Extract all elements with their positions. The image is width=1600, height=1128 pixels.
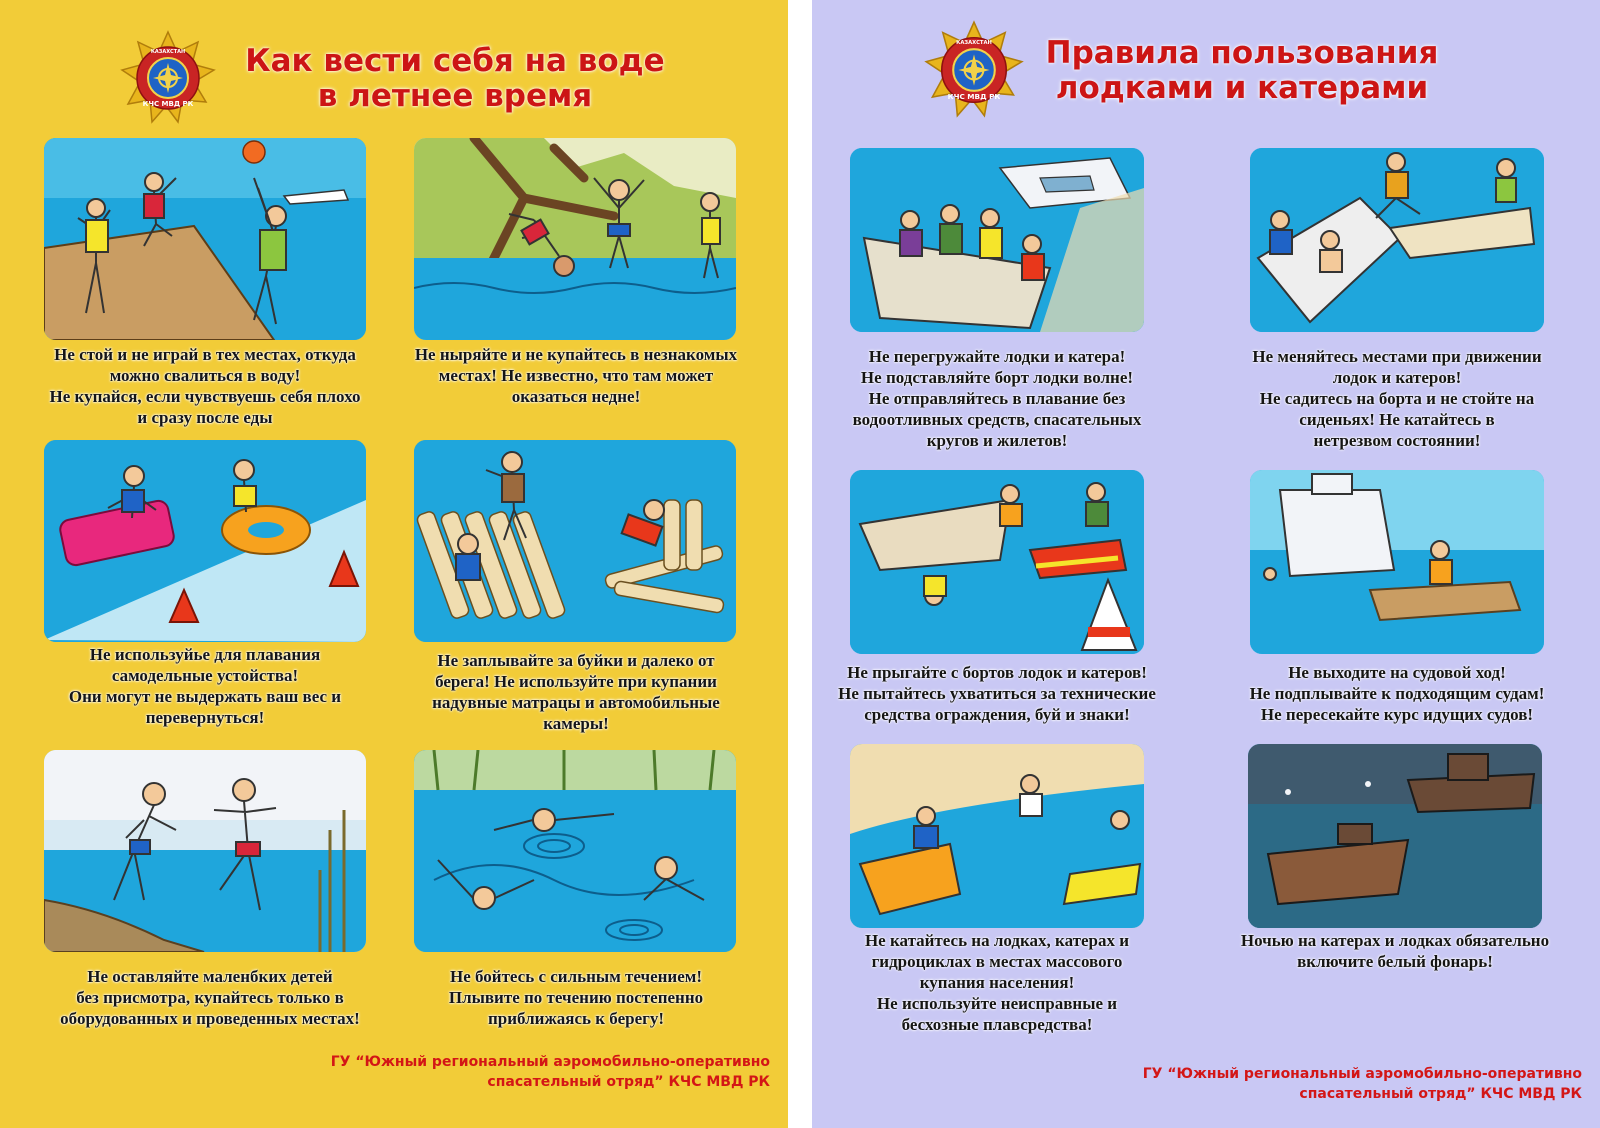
safety-rule-caption: Не выходите на судовой ход! Не подплывайте к подходящим судам! Не пересекайте курс идущих судов! bbox=[1249, 663, 1545, 724]
title-line: лодками и катерами bbox=[1055, 70, 1429, 106]
illustration-homemade-raft bbox=[414, 440, 736, 642]
illustration-shipping-lane bbox=[1250, 470, 1544, 654]
footer-organization: ГУ “Южный региональный аэромобильно-оперативно спасательный отряд” КЧС МВД РК bbox=[1142, 1066, 1582, 1102]
safety-rule-caption: Не прыгайте с бортов лодок и катеров! Не пытайтесь ухватиться за технические средства ограждения, буй и знаки! bbox=[838, 663, 1156, 724]
safety-rule-caption: Не используйье для плавания самодельные устойства! Они могут не выдержать ваш вес и перевернуться! bbox=[68, 645, 342, 727]
page-title bbox=[220, 44, 690, 114]
svg-text:КЧС МВД РК: КЧС МВД РК bbox=[142, 100, 194, 108]
right-poster-panel bbox=[812, 0, 1600, 1128]
illustration-pier-ball-game bbox=[44, 138, 366, 340]
safety-rule-caption: Не стой и не играй в тех местах, откуда можно свалиться в воду! Не купайся, если чувствуешь себя плохо и сразу после еды bbox=[49, 345, 361, 427]
illustration-jumping-from-boat bbox=[850, 470, 1144, 654]
safety-rule-caption: Ночью на катерах и лодках обязательно включите белый фонарь! bbox=[1240, 931, 1550, 971]
svg-text:КАЗАХСТАН: КАЗАХСТАН bbox=[956, 40, 992, 46]
illustration-changing-seats bbox=[1250, 148, 1544, 332]
page-title bbox=[1030, 36, 1454, 106]
illustration-strong-current bbox=[414, 750, 736, 952]
footer-organization: ГУ “Южный региональный аэромобильно-оперативно спасательный отряд” КЧС МВД РК bbox=[330, 1054, 770, 1090]
title-line: в летнее время bbox=[317, 78, 593, 114]
safety-rule-caption: Не заплывайте за буйки и далеко от берега! Не используйте при купании надувные матрацы и автомобильные камеры! bbox=[432, 651, 720, 733]
illustration-night-boats bbox=[1248, 744, 1542, 928]
svg-text:КАЗАХСТАН: КАЗАХСТАН bbox=[150, 49, 186, 55]
emblem-icon bbox=[922, 20, 1026, 120]
illustration-diving-unknown-place bbox=[414, 138, 736, 340]
safety-rule-caption: Не оставляйте маленбких детей без присмотра, купайтесь только в оборудованных и проведенных местах! bbox=[60, 967, 360, 1028]
illustration-jetski-near-swimmers bbox=[850, 744, 1144, 928]
safety-rule-caption: Не ныряйте и не купайтесь в незнакомых местах! Не известно, что там может оказаться недне! bbox=[414, 345, 738, 406]
svg-text:КЧС МВД РК: КЧС МВД РК bbox=[947, 92, 1001, 102]
safety-rule-caption: Не перегружайте лодки и катера! Не подставляйте борт лодки волне! Не отправляйтесь в плавание без водоотливных средств, спасательных кругов и жилетов! bbox=[852, 347, 1142, 450]
safety-rule-caption: Не катайтесь на лодках, катерах и гидроциклах в местах массового купания населения! Не используйте неисправные и бесхозные плавсредства! bbox=[864, 931, 1130, 1034]
safety-rule-caption: Не меняйтесь местами при движении лодок и катеров! Не садитесь на борта и не стойте на сиденьях! Не катайтесь в нетрезвом состоянии! bbox=[1252, 347, 1542, 450]
illustration-overloaded-boat bbox=[850, 148, 1144, 332]
safety-rule-caption: Не бойтесь с сильным течением! Плывите по течению постепенно приближаясь к берегу! bbox=[448, 967, 704, 1028]
illustration-inflatables-buoys bbox=[44, 440, 366, 642]
illustration-children-unsupervised bbox=[44, 750, 366, 952]
left-poster-panel bbox=[0, 0, 788, 1128]
emblem-icon bbox=[118, 30, 218, 126]
title-line: Правила пользования bbox=[1045, 35, 1439, 71]
title-line: Как вести себя на воде bbox=[245, 43, 665, 79]
